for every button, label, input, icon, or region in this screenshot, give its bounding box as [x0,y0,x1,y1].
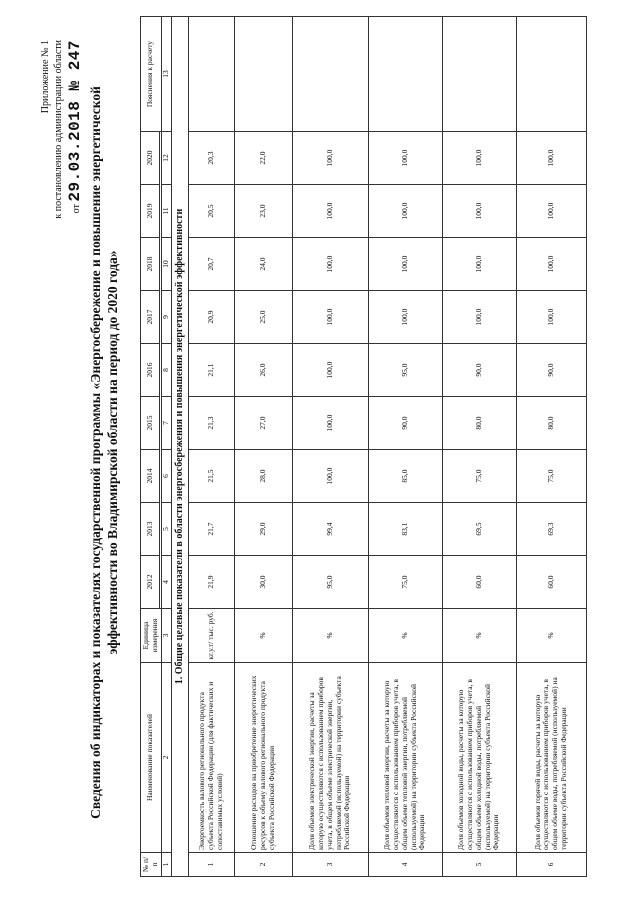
table-row [516,17,586,877]
value-cell: 75,0 [442,450,516,503]
table-row [368,17,442,877]
row-number: 2 [234,853,292,877]
value-cell: 100,0 [292,185,368,238]
col-number: 11 [161,185,171,238]
value-cell: 100,0 [292,291,368,344]
value-cell: 20,3 [188,132,234,185]
value-cell: 75,0 [516,450,586,503]
section-title: 1. Общие целевые показатели в области энергосбережения и повышения энергетической эффективности [171,17,188,877]
value-cell: 24,0 [234,238,292,291]
indicator-name: Доля объемов горячей воды, расчеты за которую осуществляются с использованием приборов учета, в общем объеме воды, потребляемой (используемой) на территории субъекта Российской Федерации [516,663,586,853]
row-number: 5 [442,853,516,877]
col-year-header: 2016 [141,344,160,397]
value-cell: 21,7 [188,503,234,556]
col-note-header: Пояснения к расчету [141,17,162,132]
indicator-name: Доля объемов тепловой энергии, расчеты за которую осуществляются с использованием приборов учета, в общем объеме тепловой энергии, потребляемой (используемой) на территории субъекта Российской Федерации [368,663,442,853]
table-row [442,17,516,877]
indicator-name: Отношение расходов на приобретение энергетических ресурсов к объему валового регионального продукта субъекта Российской Федерации [234,663,292,853]
note-cell [516,17,586,132]
indicator-unit: кг.у.т/ тыс. руб. [188,609,234,663]
value-cell: 95,0 [292,556,368,609]
column-numbers-row [161,17,171,877]
col-year-header: 2012 [141,556,160,609]
date-value: 29.03.2018 № 247 [66,40,84,202]
table-row [292,17,368,877]
indicators-table [140,16,587,877]
value-cell: 100,0 [442,238,516,291]
value-cell: 69,5 [442,503,516,556]
col-year-header: 2019 [141,185,160,238]
value-cell: 100,0 [516,132,586,185]
value-cell: 100,0 [516,291,586,344]
title-line-2: эффективности во Владимирской области на период до 2020 года» [104,250,120,655]
value-cell: 100,0 [368,238,442,291]
col-year-header: 2013 [141,503,160,556]
col-number: 13 [161,17,171,132]
resolution-label: к постановлению администрации области [52,40,64,219]
value-cell: 100,0 [442,185,516,238]
indicator-unit: % [368,609,442,663]
section-row [171,17,188,877]
value-cell: 100,0 [292,132,368,185]
resolution-date [65,40,85,219]
date-prefix: от [71,204,82,214]
value-cell: 99,4 [292,503,368,556]
note-cell [368,17,442,132]
col-number: 10 [161,238,171,291]
col-number: 2 [161,663,171,853]
value-cell: 90,0 [368,397,442,450]
value-cell: 90,0 [516,344,586,397]
value-cell: 80,0 [516,397,586,450]
value-cell: 29,0 [234,503,292,556]
row-number: 6 [516,853,586,877]
row-number: 1 [188,853,234,877]
col-year-header: 2015 [141,397,160,450]
value-cell: 100,0 [292,397,368,450]
value-cell: 22,0 [234,132,292,185]
col-number: 5 [161,503,171,556]
col-number: 6 [161,450,171,503]
note-cell [442,17,516,132]
indicator-unit: % [292,609,368,663]
value-cell: 23,0 [234,185,292,238]
value-cell: 95,0 [368,344,442,397]
indicator-name: Доля объемов холодной воды, расчеты за которую осуществляются с использованием приборов учета, в общем объеме холодной воды, потребляемой (используемой) на территории субъекта Российской Федерации [442,663,516,853]
col-number: 8 [161,344,171,397]
value-cell: 100,0 [368,185,442,238]
value-cell: 20,5 [188,185,234,238]
value-cell: 60,0 [516,556,586,609]
note-cell [234,17,292,132]
row-number: 3 [292,853,368,877]
col-year-header: 2020 [141,132,160,185]
value-cell: 28,0 [234,450,292,503]
value-cell: 21,5 [188,450,234,503]
value-cell: 100,0 [368,132,442,185]
value-cell: 100,0 [442,132,516,185]
indicator-unit: % [234,609,292,663]
value-cell: 100,0 [292,344,368,397]
col-number: 1 [161,853,171,877]
col-year-header: 2017 [141,291,160,344]
value-cell: 21,1 [188,344,234,397]
value-cell: 21,3 [188,397,234,450]
indicator-unit: % [442,609,516,663]
indicator-name: Энергоемкость валового регионального продукта субъекта Российской Федерации (для фактических и сопоставимых условий) [188,663,234,853]
value-cell: 100,0 [368,291,442,344]
col-number: 3 [161,609,171,663]
value-cell: 100,0 [442,291,516,344]
value-cell: 75,0 [368,556,442,609]
header-row [141,17,160,877]
title-line-1: Сведения об индикаторах и показателях государственной программы «Энергосбережение и повышение энергетической [88,86,103,819]
value-cell: 21,9 [188,556,234,609]
col-number: 12 [161,132,171,185]
appendix-header [40,40,85,219]
col-number: 9 [161,291,171,344]
col-unit-header: Единица измерения [141,609,162,663]
value-cell: 100,0 [292,450,368,503]
value-cell: 26,0 [234,344,292,397]
value-cell: 69,3 [516,503,586,556]
value-cell: 85,0 [368,450,442,503]
col-year-header: 2014 [141,450,160,503]
value-cell: 20,7 [188,238,234,291]
col-number: 7 [161,397,171,450]
note-cell [292,17,368,132]
value-cell: 100,0 [516,238,586,291]
col-num-header: № п/п [141,853,162,877]
value-cell: 30,0 [234,556,292,609]
value-cell: 100,0 [292,238,368,291]
value-cell: 27,0 [234,397,292,450]
value-cell: 80,0 [442,397,516,450]
value-cell: 60,0 [442,556,516,609]
value-cell: 83,1 [368,503,442,556]
table-row [188,17,234,877]
value-cell: 90,0 [442,344,516,397]
note-cell [188,17,234,132]
indicator-unit: % [516,609,586,663]
appendix-label: Приложение № 1 [40,40,51,114]
table-row [234,17,292,877]
document-title [88,60,122,845]
col-name-header: Наименование показателей [141,663,162,853]
value-cell: 20,9 [188,291,234,344]
col-number: 4 [161,556,171,609]
value-cell: 25,0 [234,291,292,344]
value-cell: 100,0 [516,185,586,238]
row-number: 4 [368,853,442,877]
col-year-header: 2018 [141,238,160,291]
indicator-name: Доля объемов электрической энергии, расчеты за которую осуществляются с использованием приборов учета, в общем объеме электрической энергии, потребляемой (используемой) на территории субъекта Российской Федерации [292,663,368,853]
